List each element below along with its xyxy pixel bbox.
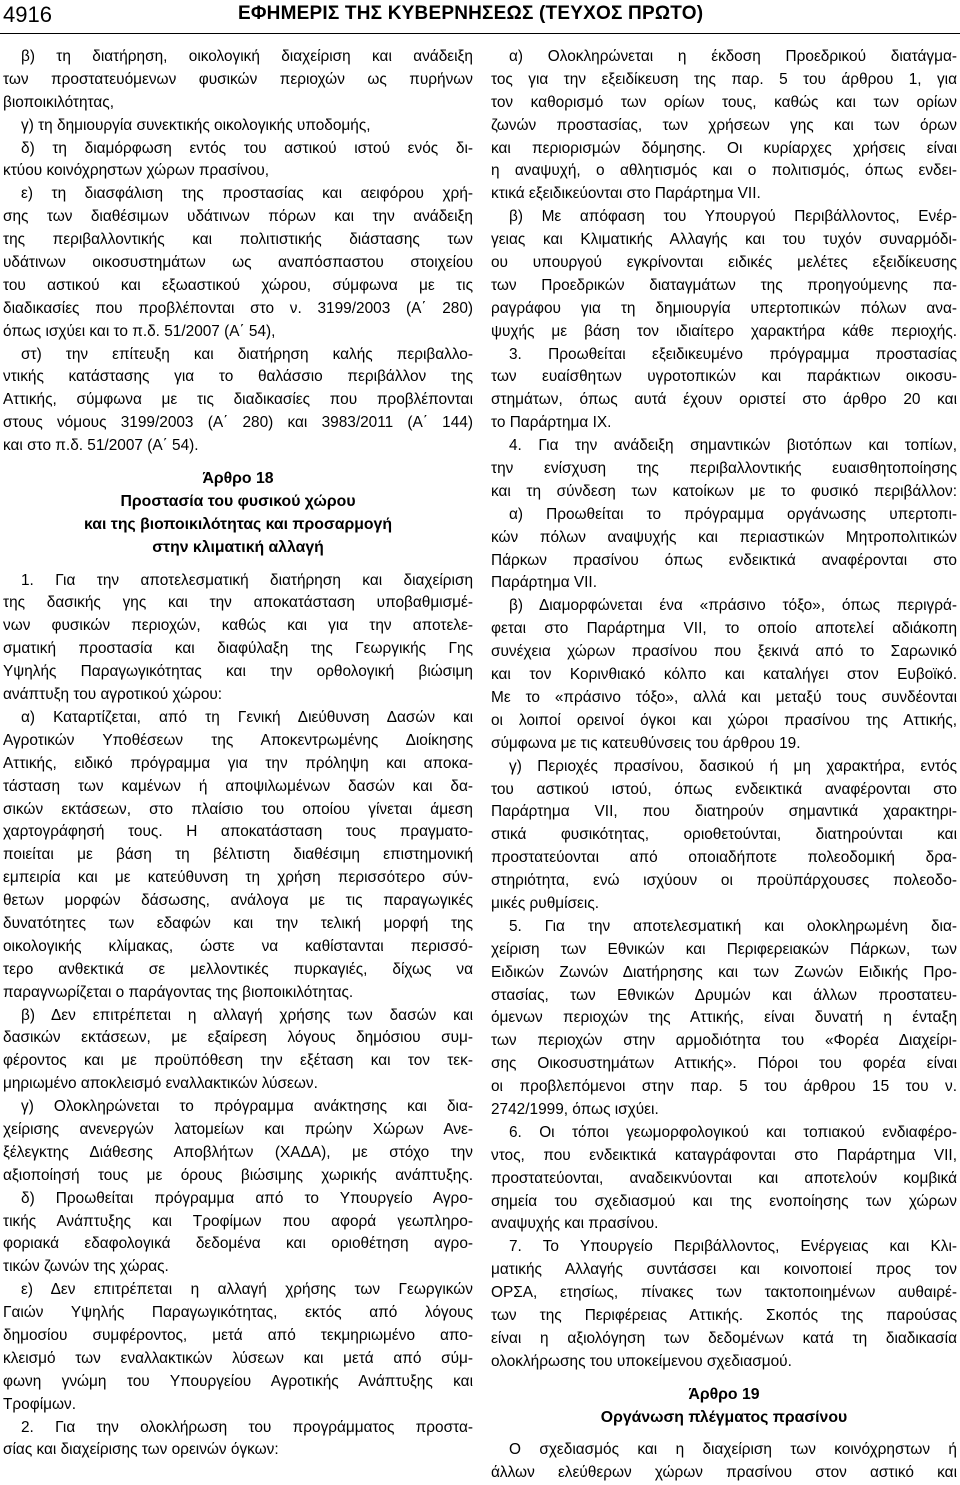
text-line: των ευαίσθητων υγροτοπικών και παράκτιων οικοσυ- [491,368,957,386]
text-line: η αναψυχή, ο αθλητισμός και ο πολιτισμός, όπως ενδει- [491,162,957,180]
text-line: ψυχής με βάση τον ιδιαίτερο χαρακτήρα κάθε περιοχής. [491,322,957,340]
text-line: ζωνών προστασίας, των χρήσεων γης και των όρων [491,116,957,134]
text-line: υδάτινων οικοσυστημάτων ως αναπόσπαστου στοιχείου [3,254,473,272]
text-line: Πάρκων πρασίνου όπως ενδεικτικά αναφέρονται στο [491,551,957,569]
text-line: το Παράρτημα IX. [491,414,612,432]
text-line: 3. Προωθείται εξειδικευμένο πρόγραμμα προστασίας [509,345,957,363]
text-line: και τον Κορινθιακό κόλπο και καταλήγει στον Ευβοϊκό. [491,666,957,684]
text-line: φοριακά εδαφολογικά δεδομένα και οριοθέτηση αγρο- [3,1235,473,1253]
text-line: β) Δεν επιτρέπεται η αλλαγή χρήσης των δασών και [21,1006,473,1024]
text-line: τον καθορισμό των ορίων τους, καθώς και των ορίων [491,93,957,111]
text-line: ντικής κατάστασης για το θαλάσσιο περιβάλλον της [3,368,473,386]
text-line: ου υπουργού εγκρίνονται ειδικές μελέτες εξειδίκευσης [491,254,957,272]
text-line: του αστικού και εξωαστικού χώρου, σύμφωνα με τις [3,276,473,294]
text-line: των της Περιφέρειας Αττικής. Σκοπός της παρούσας [491,1306,957,1324]
text-line: ΟΡΣΑ, ετησίως, πίνακες των τακτοποιημένων αυθαιρέ- [491,1284,957,1302]
text-line: και στο π.δ. 51/2007 (Α΄ 54). [3,437,199,455]
text-line: α) Προωθείται το πρόγραμμα οργάνωσης υπερτοπι- [509,505,957,523]
text-line: παραγνωρίζεται ο παράγοντας της βιοποικιλότητας. [3,983,354,1001]
text-line: προστατεύονται, αναδεικνύονται και αποτελούν κομβικά [491,1169,957,1187]
text-line: Γαιών Υψηλής Παραγωγικότητας, εκτός από λόγους [3,1304,473,1322]
text-line: 6. Οι τόποι γεωμορφολογικού και τοπιακού ενδιαφέρο- [509,1123,957,1141]
text-line: όπως ισχύει και το π.δ. 51/2007 (Α΄ 54), [3,322,276,340]
text-line: Ο σχεδιασμός και η διαχείριση των κοινόχρηστων ή [509,1441,957,1459]
text-line: 5. Για την αποτελεσματική και ολοκληρωμένη δια- [509,917,957,935]
text-line: σματική προστασία και διαφύλαξη της Γεωργικής Γης [3,640,473,658]
text-line: ε) τη διασφάλιση της προστασίας και αειφόρου χρή- [21,185,473,203]
text-line: της δασικής γης και την αποκατάσταση υποβαθμισμέ- [3,594,473,612]
text-line: ξέλεγκτης Διάθεσης Αποβλήτων (ΧΑΔΑ), με στόχο την [3,1143,473,1161]
text-line: τικών ζωνών της χώρας. [3,1258,169,1276]
text-line: στασίας, των Εθνικών Δρυμών και άλλων προστατευ- [491,986,957,1004]
text-line: σης των διαθέσιμων υδάτινων πόρων και την ανάδειξη [3,208,473,226]
text-line: σίας και διαχείρισης των ορεινών όγκων: [3,1441,279,1459]
text-line: χείριση των Εθνικών και Περιφερειακών Πάρκων, των [491,940,957,958]
text-line: Παράρτημα VII, που διατηρούν σημαντικά χαρακτηρι- [491,803,957,821]
text-line: δυνατότητες των εδαφών και την τελική μορφή της [3,914,473,932]
text-line: ματικής Αλλαγής συντάσσει και κοινοποιεί προς τον [491,1261,957,1279]
text-line: ραγράφου για τη δημιουργία υπερτοπικών πόλων ανα- [491,299,957,317]
text-line: Αγροτικών Υποθέσεων της Αποκεντρωμένης Διοίκησης [3,731,473,749]
page-header [0,0,960,34]
text-line: στικά φυσικότητας, οριοθετούνται, διατηρούνται και [491,826,957,844]
text-line: οι προβλεπόμενοι στην παρ. 5 του άρθρου 15 του ν. [491,1078,957,1096]
text-line: ντος, που ενδεικτικά καταγράφονται στο Παράρτημα VII, [491,1146,957,1164]
text-line: της περιβαλλοντικής και πολιτιστικής διάστασης των [3,231,473,249]
text-line: μηριωμένο αποκλεισμό εναλλακτικών λύσεων. [3,1075,318,1093]
text-line: ε) Δεν επιτρέπεται η αλλαγή χρήσης των Γεωργικών [21,1281,473,1299]
text-line: κλεισμό των εναλλακτικών λύσεων και μετά από σύμ- [3,1349,473,1367]
text-line: οικολογικής κλίμακας, ώστε να καθίστανται περισσό- [3,937,473,955]
text-line: των προστατευόμενων φυσικών περιοχών ως πυρήνων [3,70,473,88]
text-line: συνέχεια χώρων πρασίνου που ξεκινά από το Σαρωνικό [491,643,957,661]
text-line: στηριότητα, ενώ ισχύουν οι προϋπάρχουσες πολεοδο- [491,872,957,890]
text-line: και τη σύνδεση των κατοίκων με το φυσικό περιβάλλον: [491,482,957,500]
text-line: τάσταση των καμένων ή αποψιλωμένων δασών και δα- [3,777,473,795]
page-number: 4916 [3,2,52,27]
text-line: δημοσίου συμφέροντος, μετά από τεκμηριωμένο απο- [3,1326,473,1344]
text-line: προστατεύονται από οποιαδήποτε πολεοδομική δρα- [491,849,957,867]
gazette-title: ΕΦΗΜΕΡΙΣ ΤΗΣ ΚΥΒΕΡΝΗΣΕΩΣ (ΤΕΥΧΟΣ ΠΡΩΤΟ) [238,3,704,24]
article-heading-line: Άρθρο 18 [202,470,274,488]
text-line: κτύου κοινόχρηστων χώρων πρασίνου, [3,162,270,180]
text-line: τερο ανθεκτικά σε μελλοντικές πυρκαγιές, δίχως να [3,960,473,978]
text-line: β) τη διατήρηση, οικολογική διαχείριση και ανάδειξη [21,48,473,65]
text-line: δ) τη διαμόρφωση εντός του αστικού ιστού ενός δι- [21,139,473,157]
article-heading-line: Άρθρο 19 [688,1385,760,1403]
text-line: είναι η αξιολόγηση των δεδομένων κατά τη διαδικασία [491,1329,957,1347]
text-line: στημάτων, όπως αυτά έχουν οριστεί στο άρθρο 20 και [491,391,957,409]
text-line: γειας και Κλιματικής Αλλαγής και του τυχόν συναρμόδι- [491,231,957,249]
text-line: γ) τη δημιουργία συνεκτικής οικολογικής υποδομής, [21,116,371,134]
text-line: ποιείται με βάση τη βέλτιστη διαθέσιμη επιστημονική [3,846,473,864]
text-line: Με το «πράσινο τόξο», αλλά και μεταξύ τους συνδέονται [491,688,957,706]
text-line: χαρτογράφησή τους. Η αποκατάσταση τους πραγματο- [3,823,473,841]
text-line: άλλων ελεύθερων χώρων πρασίνου στον αστικό και [491,1464,957,1482]
text-line: χείρισης ανενεργών λατομείων και πρώην Χώρων Ανε- [3,1120,473,1138]
text-line: 4. Για την ανάδειξη σημαντικών βιοτόπων και τοπίων, [509,437,957,455]
spacer [3,458,473,468]
spacer [3,560,473,570]
text-line: 2742/1999, όπως ισχύει. [491,1100,659,1118]
text-line: κών πόλων αναψυχής και περιαστικών Μητροπολιτικών [491,528,957,546]
article-heading-line: και της βιοποικιλότητας και προσαρμογή [84,515,392,533]
text-line: σύμφωνα με τις κατευθύνσεις του άρθρου 19. [491,734,801,752]
text-line: στους νόμους 3199/2003 (Α΄ 280) και 3983/2011 (Α΄ 144) [3,414,473,432]
text-line: εμπειρία και με κατεύθυνση τη χρήση περισσότερο σύν- [3,869,473,887]
text-line: διαδικασίες που προβλέπονται στο ν. 3199/2003 (Α΄ 280) [3,299,473,317]
spacer [491,1374,957,1384]
text-line: φέροντος και με προϋπόθεση την εξέταση και τον τεκ- [3,1052,473,1070]
text-line: την ενίσχυση της περιβαλλοντικής ευαισθητοποίησης [491,460,957,478]
article-heading-line: Οργάνωση πλέγματος πρασίνου [600,1408,848,1426]
text-line: τος για την εξειδίκευση της παρ. 5 του άρθρου 1, για [491,70,957,88]
text-line: δ) Προωθείται πρόγραμμα από το Υπουργείο Αγρο- [21,1189,473,1207]
text-line: β) Με απόφαση του Υπουργού Περιβάλλοντος, Ενέρ- [509,208,957,226]
text-line: των περιοχών στην αρμοδιότητα του «Φορέα Διαχείρι- [491,1032,957,1050]
text-line: αναψυχής και πρασίνου. [491,1215,659,1233]
left-column [3,46,473,1462]
text-line: 2. Για την ολοκλήρωση του προγράμματος προστα- [21,1418,473,1436]
text-line: Τροφίμων. [3,1395,76,1413]
text-line: θετων μορφών δάσωσης, ανάλογα με τις παραγωγικές [3,892,473,910]
text-line: ολοκλήρωσης του υποκείμενου σχεδιασμού. [491,1352,792,1370]
text-line: 1. Για την αποτελεσματική διατήρηση και διαχείριση [21,571,473,589]
text-line: κτικά εξειδικεύονται στο Παράρτημα VII. [491,185,761,203]
text-line: Υψηλής Παραγωγικότητας και την ορθολογική βιώσιμη [3,663,473,681]
text-line: α) Ολοκληρώνεται η έκδοση Προεδρικού διατάγμα- [509,48,957,65]
text-line: και περιορισμών δόμησης. Οι κυρίαρχες χρήσεις είναι [491,139,957,157]
text-line: μικές ρυθμίσεις. [491,894,600,912]
right-column [491,46,957,1485]
article-heading-line: στην κλιματική αλλαγή [152,538,324,556]
text-line: νων φυσικών περιοχών, καθώς και για την αποτελε- [3,617,473,635]
text-line: σικών εκτάσεων, στο πλαίσιο του οποίου γίνεται άμεση [3,800,473,818]
text-line: Ειδικών Ζωνών Διατήρησης και των Ζωνών Ειδικής Προ- [491,963,957,981]
header-rule [0,33,960,34]
text-line: οι λοιποί ορεινοί όγκοι και χώροι πρασίνου της Αττικής, [491,711,957,729]
text-line: στ) την επίτευξη και διατήρηση καλής περιβαλλο- [21,345,473,363]
text-line: σημεία του σχεδιασμού και της ενοποίησης των χώρων [491,1192,957,1210]
text-line: αξιοποίησή τους με όρους βιώσιμης χωρικής ανάπτυξης. [3,1166,473,1184]
text-line: α) Καταρτίζεται, από τη Γενική Διεύθυνση Δασών και [21,708,473,726]
text-line: 7. Το Υπουργείο Περιβάλλοντος, Ενέργειας και Κλι- [509,1238,957,1256]
text-line: γ) Ολοκληρώνεται το πρόγραμμα ανάκτησης και δια- [21,1098,473,1116]
text-line: βιοποικιλότητας, [3,93,115,111]
text-line: σης Οικοσυστημάτων Αττικής». Πόροι του φορέα είναι [491,1055,957,1073]
text-line: του αστικού ιστού, όπως ενδεικτικά αναφέρονται στο [491,780,957,798]
article-heading-line: Προστασία του φυσικού χώρου [120,492,356,510]
text-line: όμενων περιοχών της Αττικής, είναι δυνατή η ένταξη [491,1009,957,1027]
text-line: Αττικής, ειδικό πρόγραμμα για την πρόληψη και αποκα- [3,754,473,772]
text-line: ανάπτυξη του αγροτικού χώρου: [3,686,223,704]
text-line: τικής Ανάπτυξης και Τροφίμων που αφορά γεωπληρο- [3,1212,473,1230]
text-line: δασικών εκτάσεων, με εξαίρεση λόγους δημόσιου συμ- [3,1029,473,1047]
text-line: των Προεδρικών διαταγμάτων της προηγούμενης πα- [491,276,957,294]
text-line: β) Διαμορφώνεται ένα «πράσινο τόξο», όπως περιγρά- [509,597,957,615]
text-line: Αττικής, σύμφωνα με τις διαδικασίες που προβλέπονται [3,391,473,409]
text-line: γ) Περιοχές πρασίνου, δασικού ή μη χαρακτήρα, εντός [509,757,957,775]
text-line: φεται στο Παράρτημα VII, το οποίο αποτελεί αδιάκοπη [491,620,957,638]
text-line: φωνη γνώμη του Υπουργείου Αγροτικής Ανάπτυξης και [3,1372,473,1390]
text-line: Παράρτημα VII. [491,574,597,592]
